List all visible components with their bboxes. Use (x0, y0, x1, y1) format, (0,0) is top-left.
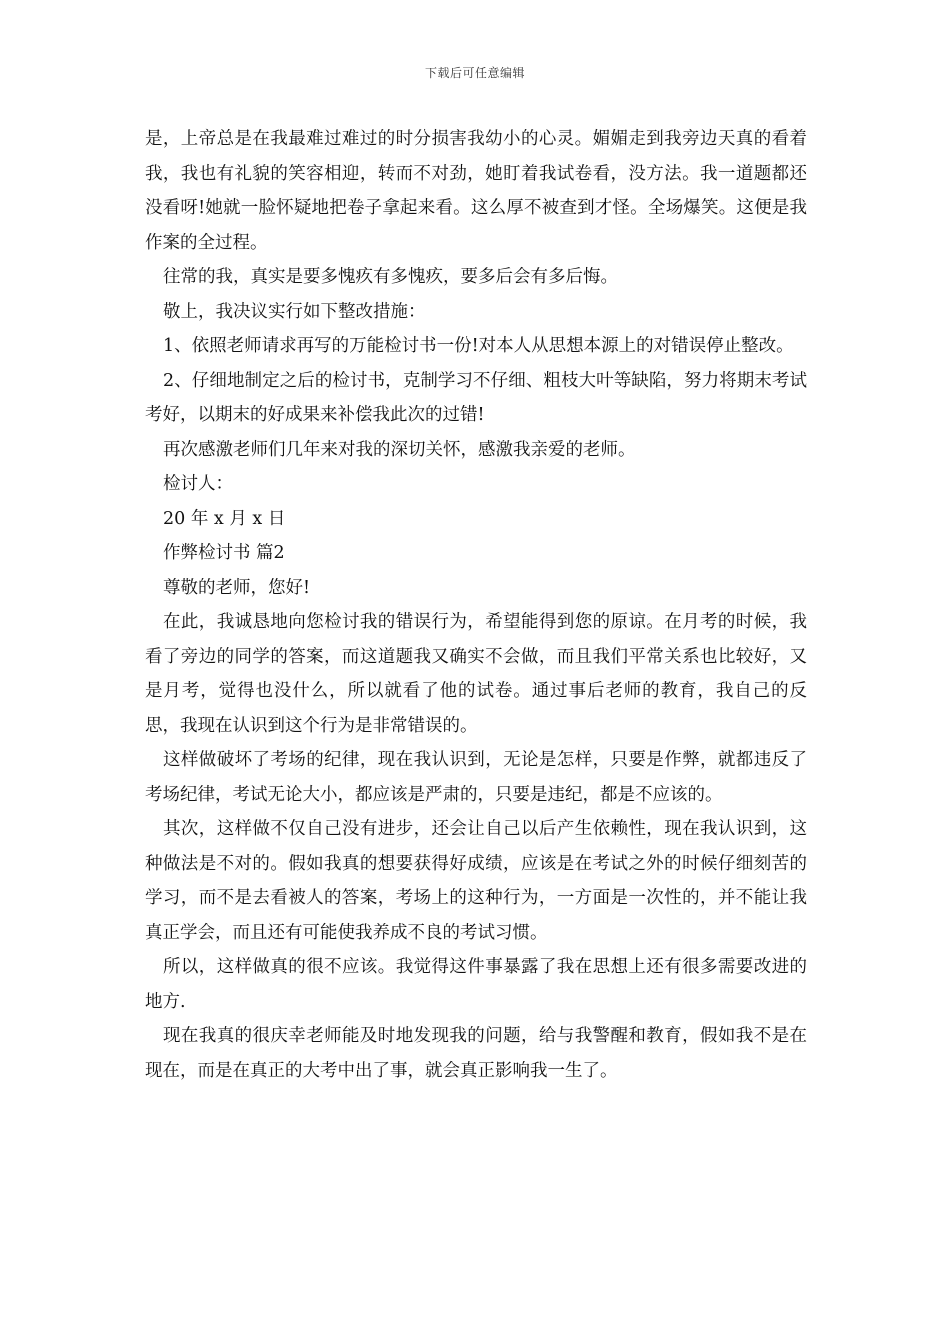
paragraph-2: 往常的我，真实是要多愧疚有多愧疚，要多后会有多后悔。 (163, 267, 618, 287)
document-body (145, 122, 807, 1088)
date-line: 20 年 x 月 x 日 (163, 508, 286, 529)
paragraph-6: 再次感激老师们几年来对我的深切关怀，感激我亲爱的老师。 (163, 439, 636, 460)
salutation: 尊敬的老师，您好! (163, 577, 311, 598)
paragraph-4: 1、依照老师请求再写的万能检讨书一份!对本人从思想本源上的对错误停止整改。 (163, 336, 794, 356)
page-header: 下载后可任意编辑 (424, 66, 525, 80)
paragraph-13: 其次，这样做不仅自己没有进步，还会让自己以后产生依赖性，现在我认识到，这种做法是不对的。假如我真的想要获得好成绩，应该是在考试之外的时候仔细刻苦的学习，而不是去看被人的答案，考场上的这种行为，一方面是一次性的，并不能让我真正学会，而且还有可能使我养成不良的考试习惯。 (145, 819, 807, 943)
paragraph-14: 所以，这样做真的很不应该。我觉得这件事暴露了我在思想上还有很多需要改进的地方. (145, 957, 807, 1012)
paragraph-12: 这样做破坏了考场的纪律，现在我认识到，无论是怎样，只要是作弊，就都违反了考场纪律，考试无论大小，都应该是严肃的，只要是违纪，都是不应该的。 (145, 750, 807, 805)
paragraph-5: 2、仔细地制定之后的检讨书，克制学习不仔细、粗枝大叶等缺陷，努力将期末考试考好，以期末的好成果来补偿我此次的过错! (145, 370, 807, 425)
paragraph-3: 敬上，我决议实行如下整改措施： (163, 301, 426, 322)
paragraph-1: 是，上帝总是在我最难过难过的时分损害我幼小的心灵。媚媚走到我旁边天真的看着我，我也有礼貌的笑容相迎，转而不对劲，她盯着我试卷看，没方法。我一道题都还没看呀!她就一脸怀疑地把卷子拿起来看。这么厚不被查到才怪。全场爆笑。这便是我作案的全过程。 (145, 129, 807, 253)
signature-label: 检讨人： (163, 474, 233, 494)
paragraph-15: 现在我真的很庆幸老师能及时地发现我的问题，给与我警醒和教育，假如我不是在现在，而是在真正的大考中出了事，就会真正影响我一生了。 (145, 1026, 807, 1081)
paragraph-11: 在此，我诚恳地向您检讨我的错误行为，希望能得到您的原谅。在月考的时候，我看了旁边的同学的答案，而这道题我又确实不会做，而且我们平常关系也比较好，又是月考，觉得也没什么，所以就看了他的试卷。通过事后老师的教育，我自己的反思，我现在认识到这个行为是非常错误的。 (145, 612, 807, 736)
section-title: 作弊检讨书 篇2 (163, 543, 285, 563)
